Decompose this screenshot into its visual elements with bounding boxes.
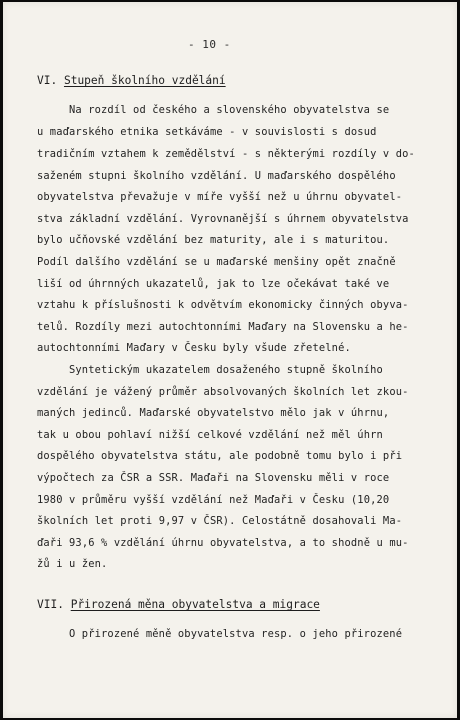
text-line: žů i u žen. <box>37 558 108 570</box>
text-line: výpočtech za ČSR a SSR. Maďaři na Slovensku měli v roce <box>37 472 390 484</box>
section-vii-title: Přirozená měna obyvatelstva a migrace <box>70 598 320 611</box>
section-vi-heading <box>37 74 226 87</box>
text-line: liší od úhrnných ukazatelů, jak to lze očekávat také ve <box>37 278 390 290</box>
text-line: obyvatelstva převažuje v míře vyšší než u úhrnu obyvatel- <box>37 191 403 203</box>
text-line: tradičním vztahem k zemědělství - s některými rozdíly v do- <box>37 148 415 160</box>
text-line: tak u obou pohlaví nižší celkové vzdělání než měl úhrn <box>37 429 383 441</box>
text-line: školních let proti 9,97 v ČSR). Celostátně dosahovali Ma- <box>37 515 403 527</box>
document-page <box>3 2 457 718</box>
text-line: bylo učňovské vzdělání bez maturity, ale i s maturitou. <box>37 234 390 246</box>
text-line: Podíl dalšího vzdělání se u maďarské menšiny opět značně <box>37 256 396 268</box>
text-line: Na rozdíl od českého a slovenského obyvatelstva se <box>69 104 390 116</box>
section-vi-title: Stupeň školního vzdělání <box>63 74 226 87</box>
text-line: Syntetickým ukazatelem dosaženého stupně školního <box>69 364 383 376</box>
text-line: ďaři 93,6 % vzdělání úhrnu obyvatelstva, a to shodně u mu- <box>37 537 409 549</box>
section-vii-number: VII. <box>37 598 64 611</box>
text-line: vztahu k příslušnosti k odvětvím ekonomicky činných obyva- <box>37 299 409 311</box>
text-line: 1980 v průměru vyšší vzdělání než Maďaři v Česku (10,20 <box>37 494 390 506</box>
section-vii-heading <box>37 598 320 611</box>
text-line: autochtonními Maďary v Česku byly všude zřetelné. <box>37 342 351 354</box>
text-line: saženém stupni školního vzdělání. U maďarského dospělého <box>37 170 396 182</box>
text-line: telů. Rozdíly mezi autochtonními Maďary na Slovensku a he- <box>37 321 409 333</box>
text-line: stva základní vzdělání. Vyrovnanější s úhrnem obyvatelstva <box>37 213 409 225</box>
text-line: O přirozené měně obyvatelstva resp. o jeho přirozené <box>69 628 403 640</box>
text-line: vzdělání je vážený průměr absolvovaných školních let zkou- <box>37 386 409 398</box>
section-vi-number: VI. <box>37 74 58 87</box>
page-number: - 10 - <box>188 38 231 51</box>
text-line: maných jedinců. Maďarské obyvatelstvo mělo jak v úhrnu, <box>37 407 390 419</box>
text-line: u maďarského etnika setkáváme - v souvislosti s dosud <box>37 126 377 138</box>
text-line: dospělého obyvatelstva státu, ale podobně tomu bylo i při <box>37 450 403 462</box>
